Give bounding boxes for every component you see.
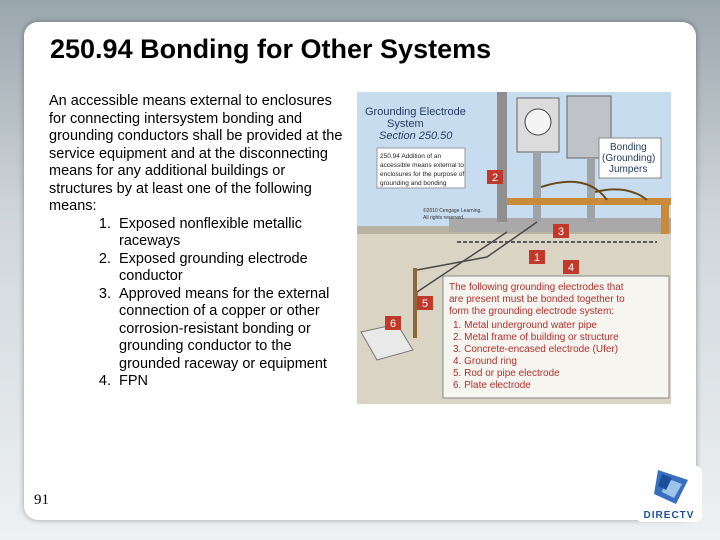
electrode-item: 1. Metal underground water pipe bbox=[453, 320, 597, 331]
credit-line: All rights reserved. bbox=[423, 215, 465, 221]
electrode-item: 4. Ground ring bbox=[453, 356, 517, 367]
logo-wordmark: DIRECTV bbox=[643, 510, 695, 521]
marker-label: 2 bbox=[492, 172, 499, 184]
rod-electrode bbox=[413, 268, 417, 338]
bonding-label-line: (Grounding) bbox=[602, 153, 656, 164]
panel-conduit bbox=[587, 158, 595, 222]
directv-logo bbox=[636, 466, 702, 522]
grounding-electrode-diagram bbox=[357, 92, 671, 404]
means-item: 4. FPN bbox=[115, 373, 349, 391]
electrode-item: 3. Concrete-encased electrode (Ufer) bbox=[453, 344, 619, 355]
info-heading-line: form the grounding electrode system: bbox=[449, 306, 615, 317]
note-line: 250.94 Addition of an bbox=[380, 153, 442, 160]
electrode-item: 2. Metal frame of building or structure bbox=[453, 332, 619, 343]
figure-title-line: Section 250.50 bbox=[379, 130, 453, 142]
figure-title-line: Grounding Electrode bbox=[365, 106, 466, 118]
meter-dial-icon bbox=[525, 109, 551, 135]
marker-label: 6 bbox=[390, 318, 397, 330]
marker-label: 1 bbox=[534, 252, 541, 264]
means-item: 1. Exposed nonflexible metallic raceways bbox=[115, 216, 349, 251]
bonding-label-line: Jumpers bbox=[609, 164, 648, 175]
note-line: grounding and bonding bbox=[380, 180, 447, 187]
figure-title-line: System bbox=[387, 118, 424, 130]
electrode-item: 5. Rod or pipe electrode bbox=[453, 368, 560, 379]
marker-label: 4 bbox=[568, 262, 575, 274]
service-conduit bbox=[533, 152, 541, 222]
note-line: enclosures for the purpose of bbox=[380, 171, 465, 178]
credit-line: ©2010 Cengage Learning. bbox=[423, 208, 482, 214]
info-heading-line: The following grounding electrodes that bbox=[449, 282, 624, 293]
electrode-item: 6. Plate electrode bbox=[453, 380, 531, 391]
page-number: 91 bbox=[34, 492, 49, 508]
means-item: 2. Exposed grounding electrode conductor bbox=[115, 251, 349, 286]
means-item: 3. Approved means for the external connection of a copper or other corrosion-resistant bonding or grounding conductor to the grounded raceway or equipment bbox=[115, 286, 349, 374]
diagram-wall bbox=[497, 92, 507, 222]
slide-title: 250.94 Bonding for Other Systems bbox=[50, 34, 492, 64]
slide-body bbox=[49, 93, 349, 391]
marker-label: 5 bbox=[422, 298, 429, 310]
info-heading-line: are present must be bonded together to bbox=[449, 294, 625, 305]
means-list bbox=[49, 216, 349, 391]
marker-label: 3 bbox=[558, 226, 565, 238]
intro-paragraph: An accessible means external to enclosures for connecting intersystem bonding and grounding conductors shall be provided at the service equipment and at the disconnecting means for any additional buildings or structures by at least one of the following means: bbox=[49, 93, 343, 214]
water-pipe-riser bbox=[661, 198, 669, 234]
note-line: accessible means external to bbox=[380, 162, 464, 169]
bonding-label-line: Bonding bbox=[610, 142, 647, 153]
